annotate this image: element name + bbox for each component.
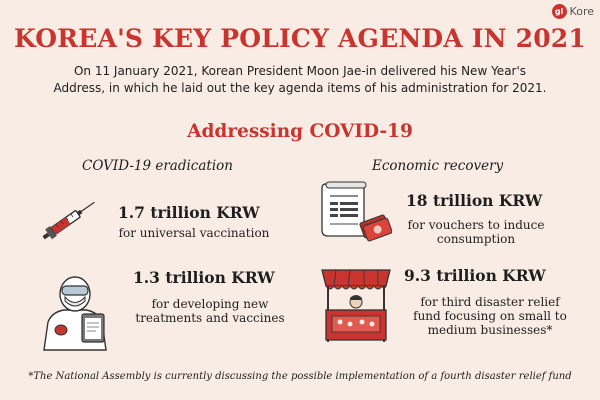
desc-line: treatments and vaccines bbox=[135, 311, 285, 325]
column-heading-eradication: COVID-19 eradication bbox=[82, 158, 233, 174]
footnote: *The National Assembly is currently discussing the possible implementation of a fourth disaster relief fund bbox=[28, 371, 572, 382]
amount-vouchers: 18 trillion KRW bbox=[406, 191, 543, 210]
section-title: Addressing COVID-19 bbox=[187, 121, 413, 142]
amount-vaccination: 1.7 trillion KRW bbox=[118, 203, 260, 222]
desc-relief-fund bbox=[392, 295, 588, 337]
desc-vaccination bbox=[104, 226, 284, 240]
brand-badge: gl bbox=[552, 4, 567, 19]
health-worker-icon bbox=[34, 270, 116, 352]
brand-logo bbox=[552, 4, 594, 19]
amount-treatments: 1.3 trillion KRW bbox=[133, 268, 275, 287]
desc-line: fund focusing on small to bbox=[413, 309, 567, 323]
voucher-icon bbox=[318, 180, 392, 246]
desc-line: for third disaster relief bbox=[420, 295, 560, 309]
desc-line: for developing new bbox=[151, 297, 269, 311]
desc-treatments bbox=[110, 297, 310, 325]
desc-vouchers bbox=[396, 218, 556, 246]
amount-relief-fund: 9.3 trillion KRW bbox=[404, 266, 546, 285]
desc-line: for universal vaccination bbox=[118, 226, 270, 240]
desc-line: medium businesses* bbox=[427, 323, 553, 337]
intro-line-1: On 11 January 2021, Korean President Moon Jae-in delivered his New Year's bbox=[73, 64, 527, 78]
intro-line-2: Address, in which he laid out the key agenda items of his administration for 2021. bbox=[53, 80, 547, 95]
desc-line: consumption bbox=[436, 232, 516, 246]
desc-line: for vouchers to induce bbox=[407, 218, 545, 232]
brand-text: Kore bbox=[569, 5, 594, 18]
page-title: KOREA'S KEY POLICY AGENDA IN 2021 bbox=[14, 24, 586, 53]
syringe-icon bbox=[36, 192, 102, 248]
intro-text bbox=[20, 63, 580, 96]
market-stall-icon bbox=[318, 262, 394, 346]
column-heading-recovery: Economic recovery bbox=[372, 158, 504, 174]
